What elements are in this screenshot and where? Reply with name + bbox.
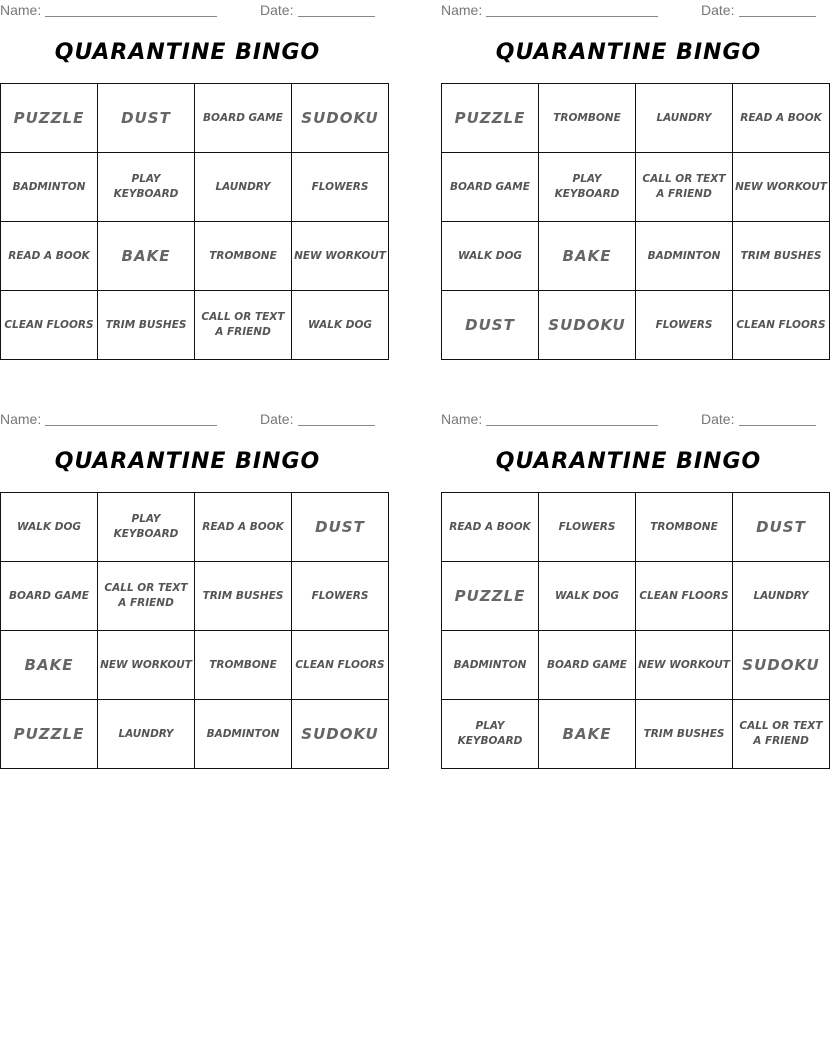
bingo-cell: TRIM BUSHES xyxy=(733,222,830,291)
bingo-cell: TROMBONE xyxy=(636,493,733,562)
bingo-cell: CLEAN FLOORS xyxy=(733,291,830,360)
grid-row xyxy=(442,222,830,291)
bingo-cell: LAUNDRY xyxy=(98,700,195,769)
bingo-cell: BAKE xyxy=(1,631,98,700)
grid-row xyxy=(442,493,830,562)
bingo-cell: WALK DOG xyxy=(539,562,636,631)
bingo-cell: TRIM BUSHES xyxy=(636,700,733,769)
bingo-cell: WALK DOG xyxy=(1,493,98,562)
card-header xyxy=(0,409,375,429)
grid-row xyxy=(442,562,830,631)
date-field[interactable] xyxy=(739,425,816,426)
bingo-cell: PLAY KEYBOARD xyxy=(98,493,195,562)
card-header xyxy=(0,0,375,20)
bingo-cell: BOARD GAME xyxy=(442,153,539,222)
bingo-grid xyxy=(441,83,830,360)
grid-row xyxy=(1,291,389,360)
bingo-card-2 xyxy=(441,0,827,334)
bingo-cell: WALK DOG xyxy=(292,291,389,360)
bingo-cell: PLAY KEYBOARD xyxy=(539,153,636,222)
bingo-cell: BADMINTON xyxy=(442,631,539,700)
bingo-card-3 xyxy=(0,409,385,743)
bingo-cell: PUZZLE xyxy=(442,84,539,153)
grid-row xyxy=(442,700,830,769)
bingo-cell: SUDOKU xyxy=(292,700,389,769)
bingo-cell: PUZZLE xyxy=(442,562,539,631)
bingo-grid xyxy=(441,492,830,769)
bingo-cell: BADMINTON xyxy=(195,700,292,769)
bingo-cell: TROMBONE xyxy=(195,222,292,291)
bingo-cell: CALL OR TEXT A FRIEND xyxy=(636,153,733,222)
date-label: Date: xyxy=(260,411,294,427)
grid-row xyxy=(1,153,389,222)
grid-row xyxy=(442,84,830,153)
date-label: Date: xyxy=(701,411,735,427)
name-field[interactable] xyxy=(45,16,217,17)
grid-row xyxy=(442,153,830,222)
bingo-cell: NEW WORKOUT xyxy=(636,631,733,700)
bingo-cell: SUDOKU xyxy=(539,291,636,360)
bingo-cell: PLAY KEYBOARD xyxy=(98,153,195,222)
card-title: QUARANTINE BINGO xyxy=(495,449,762,474)
bingo-cell: DUST xyxy=(733,493,830,562)
bingo-cell: FLOWERS xyxy=(292,153,389,222)
bingo-cell: BOARD GAME xyxy=(539,631,636,700)
bingo-cell: READ A BOOK xyxy=(733,84,830,153)
bingo-cell: PUZZLE xyxy=(1,84,98,153)
grid-row xyxy=(1,222,389,291)
date-field[interactable] xyxy=(739,16,816,17)
name-label: Name: xyxy=(441,411,483,427)
name-field[interactable] xyxy=(486,425,658,426)
bingo-cell: SUDOKU xyxy=(292,84,389,153)
card-header xyxy=(441,409,816,429)
bingo-cell: LAUNDRY xyxy=(733,562,830,631)
card-title: QUARANTINE BINGO xyxy=(495,40,762,65)
bingo-grid xyxy=(0,492,389,769)
bingo-cell: CALL OR TEXT A FRIEND xyxy=(195,291,292,360)
bingo-cell: DUST xyxy=(442,291,539,360)
bingo-cell: BOARD GAME xyxy=(1,562,98,631)
grid-row xyxy=(1,700,389,769)
bingo-cell: CLEAN FLOORS xyxy=(636,562,733,631)
grid-row xyxy=(442,291,830,360)
date-label: Date: xyxy=(260,2,294,18)
bingo-cell: CLEAN FLOORS xyxy=(292,631,389,700)
bingo-cell: DUST xyxy=(292,493,389,562)
grid-row xyxy=(1,562,389,631)
bingo-cell: PUZZLE xyxy=(1,700,98,769)
date-field[interactable] xyxy=(298,425,375,426)
name-field[interactable] xyxy=(486,16,658,17)
bingo-cell: NEW WORKOUT xyxy=(292,222,389,291)
bingo-cell: FLOWERS xyxy=(636,291,733,360)
bingo-cell: BADMINTON xyxy=(1,153,98,222)
bingo-cell: BAKE xyxy=(539,222,636,291)
bingo-cell: SUDOKU xyxy=(733,631,830,700)
bingo-grid xyxy=(0,83,389,360)
bingo-cell: BAKE xyxy=(98,222,195,291)
grid-row xyxy=(442,631,830,700)
grid-row xyxy=(1,493,389,562)
bingo-cell: BAKE xyxy=(539,700,636,769)
bingo-cell: TRIM BUSHES xyxy=(98,291,195,360)
bingo-cell: PLAY KEYBOARD xyxy=(442,700,539,769)
bingo-cell: DUST xyxy=(98,84,195,153)
bingo-cell: READ A BOOK xyxy=(1,222,98,291)
bingo-cell: READ A BOOK xyxy=(442,493,539,562)
name-field[interactable] xyxy=(45,425,217,426)
bingo-cell: CALL OR TEXT A FRIEND xyxy=(98,562,195,631)
bingo-cell: TROMBONE xyxy=(539,84,636,153)
bingo-cell: BOARD GAME xyxy=(195,84,292,153)
bingo-card-1 xyxy=(0,0,386,338)
bingo-cell: TRIM BUSHES xyxy=(195,562,292,631)
bingo-cell: NEW WORKOUT xyxy=(733,153,830,222)
bingo-cell: LAUNDRY xyxy=(636,84,733,153)
date-field[interactable] xyxy=(298,16,375,17)
card-title: QUARANTINE BINGO xyxy=(54,40,321,65)
card-title: QUARANTINE BINGO xyxy=(54,449,321,474)
grid-row xyxy=(1,84,389,153)
date-label: Date: xyxy=(701,2,735,18)
bingo-cell: CALL OR TEXT A FRIEND xyxy=(733,700,830,769)
bingo-card-4 xyxy=(441,409,823,747)
bingo-cell: WALK DOG xyxy=(442,222,539,291)
bingo-cell: READ A BOOK xyxy=(195,493,292,562)
bingo-cell: NEW WORKOUT xyxy=(98,631,195,700)
name-label: Name: xyxy=(0,411,42,427)
grid-row xyxy=(1,631,389,700)
bingo-cell: BADMINTON xyxy=(636,222,733,291)
bingo-cell: LAUNDRY xyxy=(195,153,292,222)
bingo-cell: CLEAN FLOORS xyxy=(1,291,98,360)
bingo-cell: FLOWERS xyxy=(292,562,389,631)
name-label: Name: xyxy=(0,2,42,18)
name-label: Name: xyxy=(441,2,483,18)
bingo-cell: TROMBONE xyxy=(195,631,292,700)
bingo-cell: FLOWERS xyxy=(539,493,636,562)
card-header xyxy=(441,0,816,20)
